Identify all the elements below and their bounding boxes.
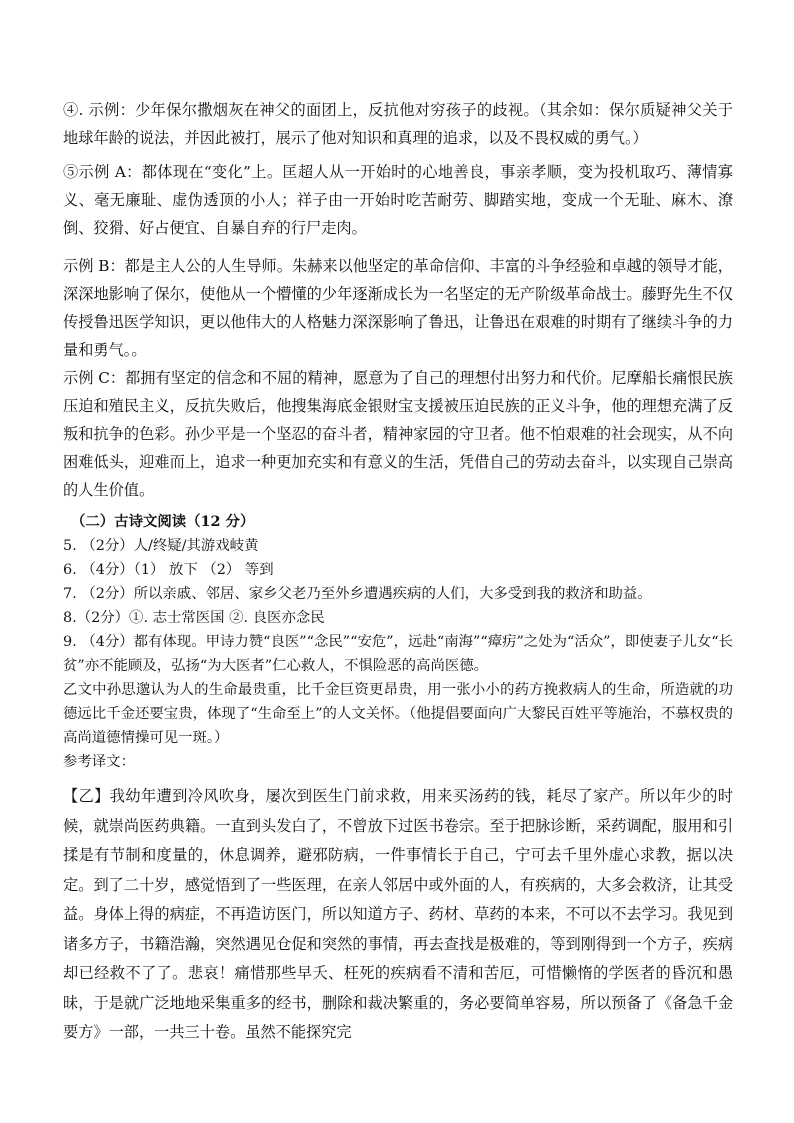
answer-item-5: 5. （2分）人/终疑/其游戏岐黄: [63, 538, 259, 554]
section-heading-classical-reading: （二）古诗文阅读（12 分）: [71, 513, 255, 530]
answer-5-example-c: 示例 C：都拥有坚定的信念和不屈的精神，愿意为了自己的理想付出努力和代价。尼摩船长痛恨民族压迫和殖民主义，反抗失败后，他搜集海底金银财宝支援被压迫民族的正义斗争，他的理想充满了反叛和抗争的色彩。孙少平是一个坚忍的奋斗者，精神家园的守卫者。他不怕艰难的社会现实，从不向困难低头，迎难而上，追求一种更加充实和有意义的生活，凭借自己的劳动去奋斗，以实现自己崇高的人生价值。: [63, 369, 733, 499]
answer-4-example: ④. 示例：少年保尔撒烟灰在神父的面团上，反抗他对穷孩子的歧视。（其余如：保尔质疑神父关于地球年龄的说法，并因此被打，展示了他对知识和真理的追求，以及不畏权威的勇气。）: [63, 101, 733, 147]
answer-5-example-a: ⑤示例 A：都体现在“变化”上。匡超人从一开始时的心地善良，事亲孝顺，变为投机取巧、薄情寡义、毫无廉耻、虚伪透顶的小人；祥子由一开始时吃苦耐劳、脚踏实地，变成一个无耻、麻木、潦倒、狡猾、好占便宜、自暴自弃的行尸走肉。: [63, 163, 733, 237]
answer-item-9: 9. （4分）都有体现。甲诗力赞“良医”“念民”“安危”，远赴“南海”“瘴疠”之处为“活众”，即使妻子儿女“长贫”亦不能顾及，弘扬“为大医者”仁心救人，不惧险恶的高尚医德。: [63, 634, 733, 674]
document-page: [63, 96, 733, 1048]
reference-translation-label: 参考译文：: [63, 754, 135, 770]
answer-item-8: 8.（2分）①. 志士常医国 ②. 良医亦念民: [63, 610, 325, 626]
answer-item-9-continued: 乙文中孙思邈认为人的生命最贵重，比千金巨资更昂贵，用一张小小的药方挽救病人的生命，所造就的功德远比千金还要宝贵，体现了“生命至上”的人文关怀。（他提倡要面向广大黎民百姓平等施治，不慕权贵的高尚道德情操可见一斑。）: [63, 682, 733, 746]
answer-5-example-b: 示例 B：都是主人公的人生导师。朱赫来以他坚定的革命信仰、丰富的斗争经验和卓越的领导才能，深深地影响了保尔，使他从一个懵懂的少年逐渐成长为一名坚定的无产阶级革命战士。藤野先生不仅传授鲁迅医学知识，更以他伟大的人格魅力深深影响了鲁迅，让鲁迅在艰难的时期有了继续斗争的力量和勇气。。: [63, 257, 733, 359]
answer-item-6: 6. （4分）（1） 放下 （2） 等到: [63, 562, 274, 578]
reference-translation-text: 【乙】我幼年遭到冷风吹身，屡次到医生门前求救，用来买汤药的钱，耗尽了家产。所以年少的时候，就崇尚医药典籍。一直到头发白了，不曾放下过医书卷宗。至于把脉诊断，采药调配，服用和引揉是有节制和度量的，休息调养，避邪防病，一件事情长于自己，宁可去千里外虚心求教，据以决定。到了二十岁，感觉悟到了一些医理，在亲人邻居中或外面的人，有疾病的，大多会救济，让其受益。身体上得的病症，不再造访医门，所以知道方子、药材、草药的本来，不可以不去学习。我见到诸多方子，书籍浩瀚，突然遇见仓促和突然的事情，再去查找是极难的，等到刚得到一个方子，疾病却已经救不了了。悲哀！痛惜那些早夭、枉死的疾病看不清和苦厄，可惜懒惰的学医者的昏沉和愚昧，于是就广泛地地采集重多的经书，删除和裁决繁重的，务必要简单容易，所以预备了《备急千金要方》一部，一共三十卷。虽然不能探究完: [63, 787, 733, 1041]
answer-item-7: 7. （2分）所以亲戚、邻居、家乡父老乃至外乡遭遇疾病的人们，大多受到我的救济和助益。: [63, 586, 652, 602]
